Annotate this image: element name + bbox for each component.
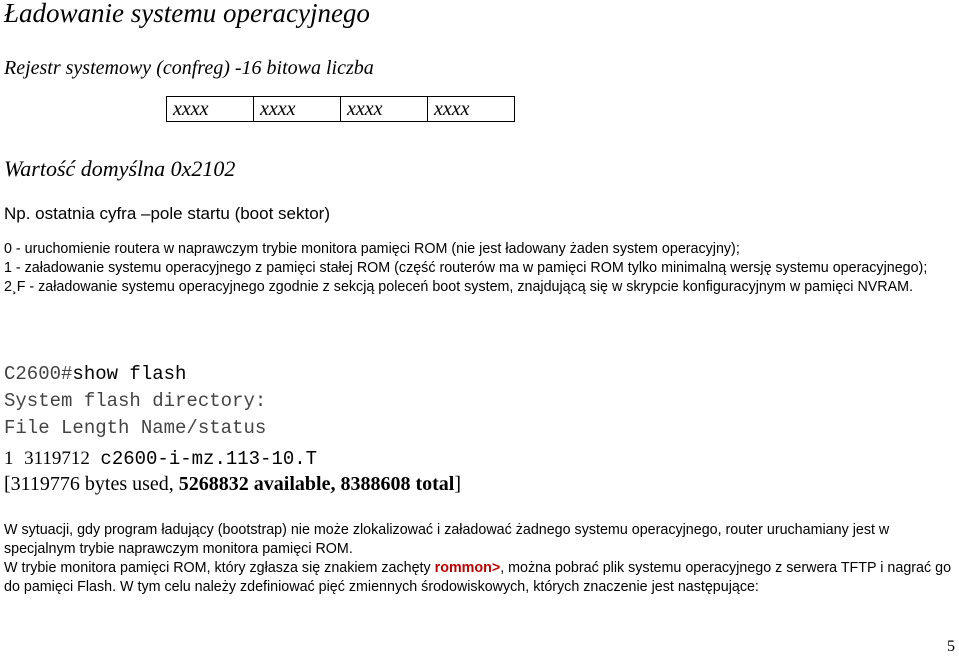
file-row [4,448,317,470]
page-title: Ładowanie systemu operacyjnego [4,0,370,28]
register-cell: xxxx [428,97,515,122]
register-heading: Rejestr systemowy (confreg) -16 bitowa liczba [4,57,374,79]
boot-modes-list [4,240,959,297]
example-line: Np. ostatnia cyfra –pole startu (boot sektor) [4,204,330,223]
terminal-command-line [4,363,186,385]
boot-mode-item: 0 - uruchomienie routera w naprawczym trybie monitora pamięci ROM (nie jest ładowany żaden system operacyjny); [4,241,740,257]
description-text: , można pobrać plik systemu operacyjnego z serwera TFTP i nagrać go do pamięci Flash. W tym celu należy zdefiniować pięć zmiennych środowiskowych, których znaczenie jest następujące: [4,560,952,595]
register-cell: xxxx [167,97,254,122]
rommon-prompt: rommon> [434,560,501,576]
register-cell: xxxx [341,97,428,122]
register-cell: xxxx [254,97,341,122]
terminal-output-line: System flash directory: [4,390,267,412]
description-block [4,521,959,597]
page-number: 5 [947,638,955,655]
boot-mode-item: 1 - załadowanie systemu operacyjnego z pamięci stałej ROM (część routerów ma w pamięci ROM tylko minimalną wersję systemu operacyjnego); [4,260,928,276]
description-text: W trybie monitora pamięci ROM, który zgłasza się znakiem zachęty [4,560,435,576]
file-index: 1 [4,448,14,469]
description-paragraph: W sytuacji, gdy program ładujący (bootstrap) nie może zlokalizować i załadować żadnego systemu operacyjnego, router uruchamiany jest w specjalnym trybie naprawczym monitora pamięci ROM. [4,522,890,557]
terminal-output-line: File Length Name/status [4,417,267,439]
file-length: 3119712 [24,448,90,469]
bytes-used: [3119776 bytes used, [4,473,179,495]
bytes-suffix: ] [454,473,462,495]
terminal-prompt: C2600# [4,363,73,385]
register-bits-table [166,96,515,122]
file-name: c2600-i-mz.113-10.T [100,448,318,470]
flash-usage-summary [4,473,461,496]
terminal-command: show flash [72,363,187,385]
description-paragraph [4,559,959,597]
boot-mode-item: 2¸F - załadowanie systemu operacyjnego zgodnie z sekcją poleceń boot system, znajdującą się w skrypcie konfiguracyjnym w pamięci NVRAM. [4,279,914,295]
bytes-available-total: 5268832 available, 8388608 total [178,473,455,495]
default-value: Wartość domyślna 0x2102 [4,156,236,181]
